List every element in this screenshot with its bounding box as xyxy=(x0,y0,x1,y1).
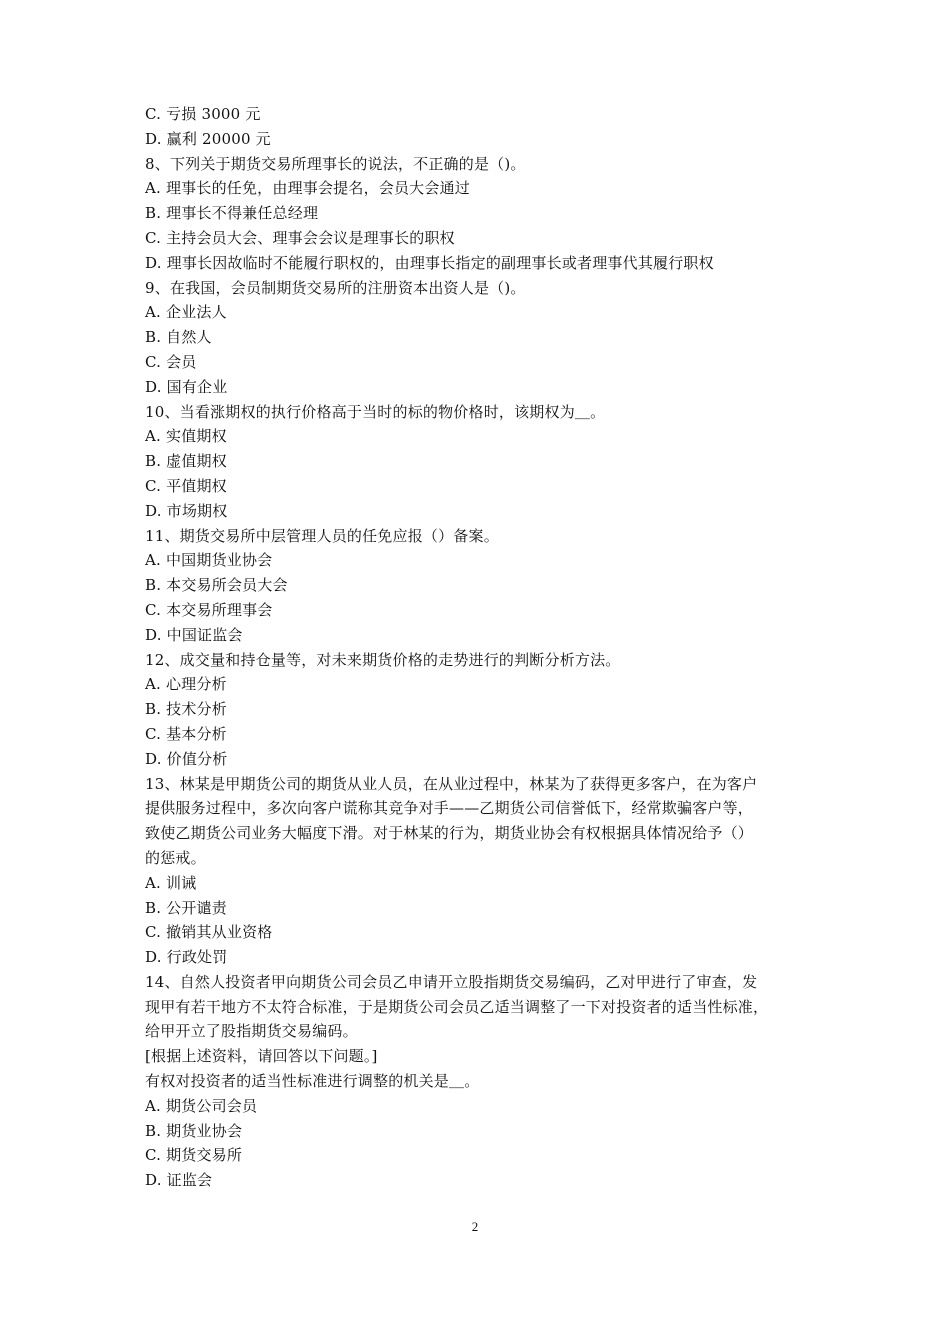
text-line: A. 期货公司会员 xyxy=(145,1096,258,1115)
text-line: A. 企业法人 xyxy=(145,303,227,322)
text-line: A. 实值期权 xyxy=(145,427,227,446)
text-line: D. 国有企业 xyxy=(145,377,228,396)
text-line: D. 市场期权 xyxy=(145,501,228,520)
document-body xyxy=(145,102,835,1193)
text-line: D. 中国证监会 xyxy=(145,625,243,644)
text-line: 11、期货交易所中层管理人员的任免应报（）备案。 xyxy=(145,526,499,545)
text-line: B. 技术分析 xyxy=(145,700,227,719)
text-line: A. 心理分析 xyxy=(145,675,227,694)
text-line: 9、在我国，会员制期货交易所的注册资本出资人是（)。 xyxy=(145,278,526,297)
text-line: C. 主持会员大会、理事会会议是理事长的职权 xyxy=(145,228,455,247)
text-line: B. 公开谴责 xyxy=(145,898,227,917)
text-line: C. 亏损 3000 元 xyxy=(145,105,261,123)
text-line: B. 理事长不得兼任总经理 xyxy=(145,204,319,223)
text-line: D. 赢利 20000 元 xyxy=(145,129,271,148)
text-line: C. 基本分析 xyxy=(145,724,227,743)
text-line: C. 平值期权 xyxy=(145,476,227,495)
text-line: A. 理事长的任免，由理事会提名，会员大会通过 xyxy=(145,179,470,198)
text-line: D. 行政处罚 xyxy=(145,948,228,967)
page-number: 2 xyxy=(471,1219,479,1234)
text-line: C. 本交易所理事会 xyxy=(145,600,273,619)
text-line: D. 理事长因故临时不能履行职权的，由理事长指定的副理事长或者理事代其履行职权 xyxy=(145,253,714,272)
text-line: [根据上述资料，请回答以下问题。] xyxy=(145,1047,378,1066)
text-line: A. 训诫 xyxy=(145,873,197,892)
text-line: B. 自然人 xyxy=(145,328,212,347)
text-line: 12、成交量和持仓量等，对未来期货价格的走势进行的判断分析方法。 xyxy=(145,650,621,669)
text-line: 有权对投资者的适当性标准进行调整的机关是＿。 xyxy=(145,1072,480,1091)
text-line: A. 中国期货业协会 xyxy=(145,551,273,570)
text-line: D. 价值分析 xyxy=(145,749,228,768)
text-line: B. 虚值期权 xyxy=(145,452,227,471)
text-line: B. 期货业协会 xyxy=(145,1121,243,1140)
text-line: B. 本交易所会员大会 xyxy=(145,576,288,595)
text-line: C. 期货交易所 xyxy=(145,1146,243,1165)
text-line: C. 撤销其从业资格 xyxy=(145,923,273,942)
text-line: 10、当看涨期权的执行价格高于当时的标的物价格时，该期权为＿。 xyxy=(145,402,606,421)
text-line: C. 会员 xyxy=(145,352,197,371)
question-paragraph: 14、自然人投资者甲向期货公司会员乙申请开立股指期货交易编码，乙对甲进行了审查，发 现甲有若干地方不太符合标准，于是期货公司会员乙适当调整了一下对投资者的适当性标准， 给甲开立了股指期货交易编码。 xyxy=(145,972,769,1041)
question-paragraph: 13、林某是甲期货公司的期货从业人员，在从业过程中，林某为了获得更多客户，在为客户 提供服务过程中，多次向客户谎称其竞争对手——乙期货公司信誉低下，经常欺骗客户等， 致使乙期货公司业务大幅度下滑。对于林某的行为，期货业协会有权根据具体情况给予（） 的惩戒。 xyxy=(145,774,758,867)
text-line: 8、下列关于期货交易所理事长的说法，不正确的是（)。 xyxy=(145,154,526,173)
text-line: D. 证监会 xyxy=(145,1171,213,1190)
